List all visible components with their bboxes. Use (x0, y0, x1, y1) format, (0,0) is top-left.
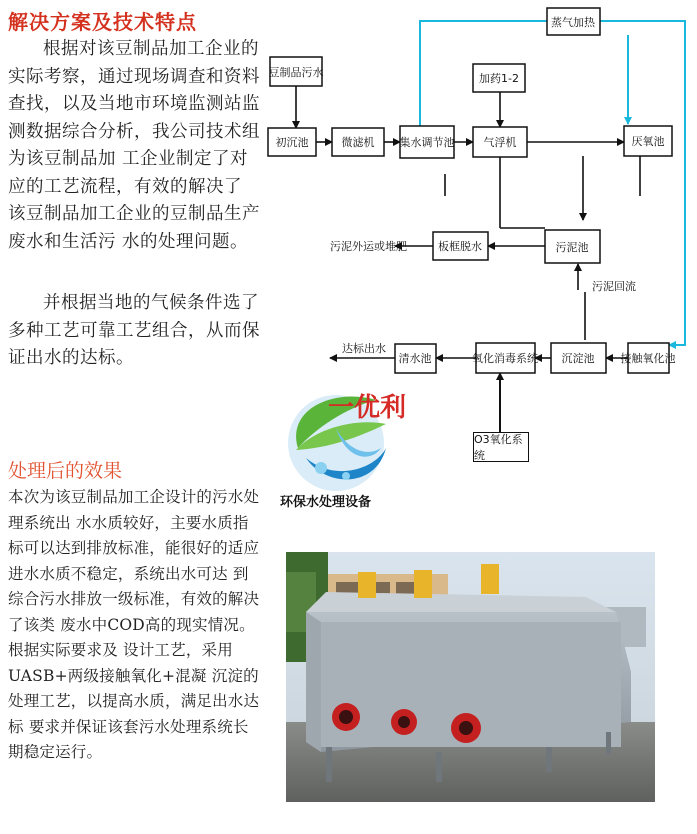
result-paragraph: 本次为该豆制品加工企设计的污水处理系统出 水水质较好，主要水质指标可以达到排放标准，能很好的适应进水水质不稳定，系统出水可达 到综合污水排放一级标准，有效的解决了该类 废水中COD高的现实情况。根据实际要求及 设计工艺，采用UASB+两级接触氧化+混凝 沉淀的处理工艺，以提高水质，满足出水达标 要求并保证该套污水处理系统长期稳定运行。 (8, 488, 260, 761)
label-primary: 初沉池 (275, 136, 309, 149)
label-ozone: O3氧化系统 (474, 433, 523, 462)
solution-paragraph-1: 根据对该豆制品加工企业的实际考察，通过现场调查和资料查找，以及当地市环境监测站监 测数据综合分析，我公司技术组为该豆制品加 工企业制定了对应的工艺流程，有效的解决了 该豆制品加工企业的豆制品生产废水和生活污 水的处理问题。 (8, 39, 260, 252)
label-settling: 沉淀池 (561, 352, 595, 365)
label-source: 豆制品污水 (268, 66, 324, 79)
solution-title: 解决方案及技术特点 (8, 10, 197, 34)
label-steam: 蒸气加热 (551, 16, 595, 29)
label-flotation: 气浮机 (483, 136, 517, 149)
logo-subtitle: 环保水处理设备 (280, 495, 372, 510)
label-sludge: 污泥池 (555, 241, 589, 254)
label-sludge-return: 污泥回流 (592, 280, 636, 293)
box-ozone-system (473, 432, 529, 462)
label-effluent: 达标出水 (342, 342, 386, 355)
solution-paragraph-2: 并根据当地的气候条件选了多种工艺可靠工艺组合，从而保证出水的达标。 (8, 293, 260, 368)
label-microfilter: 微滤机 (341, 136, 375, 149)
equipment-photo (286, 552, 655, 802)
result-title: 处理后的效果 (8, 460, 123, 482)
label-dosing: 加药1-2 (479, 72, 519, 85)
steam-pipe (420, 21, 685, 345)
label-sludge-out: 污泥外运或堆肥 (330, 240, 407, 253)
equipment-photo-graphic (286, 552, 655, 802)
label-clear: 清水池 (398, 352, 432, 365)
label-anaerobic: 厌氧池 (631, 135, 665, 148)
label-equalization: 集水调节池 (399, 136, 455, 149)
label-belt-press: 板框脱水 (438, 240, 482, 253)
label-disinfect: 氧化消毒系统 (472, 352, 538, 365)
label-contact: 接触氧化池 (620, 352, 676, 365)
logo-text: 一优利 (328, 393, 407, 423)
process-flow-diagram (260, 0, 697, 385)
company-logo (276, 388, 436, 516)
flow-ozone-disinfect-line (499, 373, 501, 432)
